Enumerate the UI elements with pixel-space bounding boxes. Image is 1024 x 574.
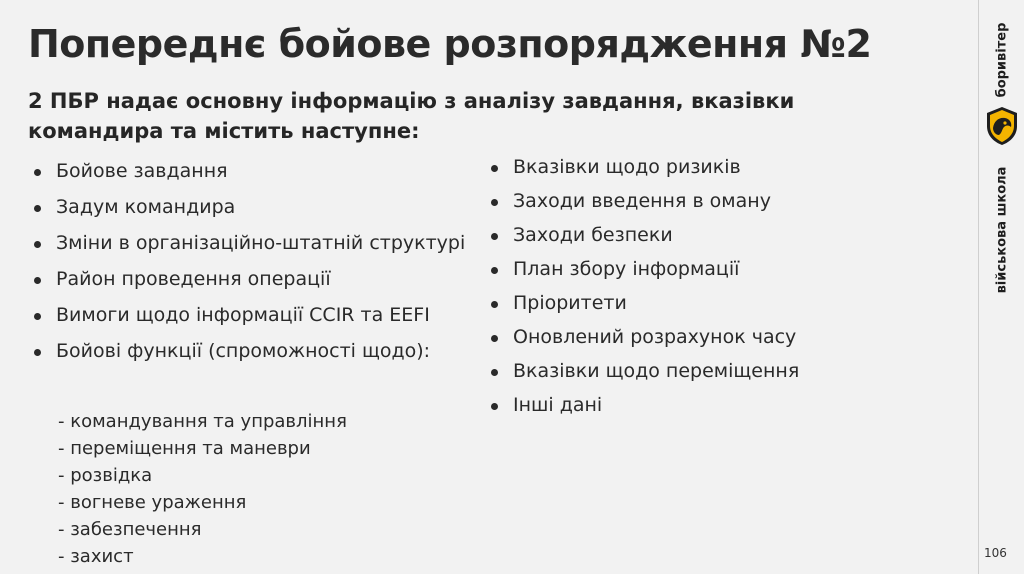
intro-text: 2 ПБР надає основну інформацію з аналізу завдання, вказівки командира та містить наступне: [28, 89, 795, 143]
slide-title: Попереднє бойове розпорядження №2 [28, 22, 872, 66]
list-item: Бойові функції (спроможності щодо): [30, 340, 470, 363]
list-item: Оновлений розрахунок часу [487, 326, 927, 349]
school-name: військова школа [994, 166, 1010, 294]
sub-list-item: - переміщення та маневри [58, 438, 311, 459]
sub-list-item: - вогневе ураження [58, 492, 247, 513]
list-item: Інші дані [487, 394, 927, 417]
list-item: Заходи введення в оману [487, 190, 927, 213]
list-item: Район проведення операції [30, 268, 470, 291]
list-item: Бойове завдання [30, 160, 470, 183]
list-item: Вказівки щодо ризиків [487, 156, 927, 179]
brand-sidebar [978, 0, 1024, 574]
sub-list-item: - командування та управління [58, 411, 347, 432]
sub-list-item: - захист [58, 546, 134, 567]
list-item: Пріоритети [487, 292, 927, 315]
list-item: Зміни в організаційно-штатній структурі [30, 232, 470, 255]
page-number: 106 [984, 546, 1007, 560]
left-bullet-list [30, 160, 470, 376]
falcon-shield-icon [984, 106, 1020, 146]
list-item: Заходи безпеки [487, 224, 927, 247]
list-item: Вимоги щодо інформації CCIR та EEFI [30, 304, 470, 327]
sub-list-item: - забезпечення [58, 519, 202, 540]
list-item: План збору інформації [487, 258, 927, 281]
list-item: Задум командира [30, 196, 470, 219]
right-bullet-list [487, 156, 927, 428]
combat-functions-sublist [58, 408, 347, 570]
brand-name: боривітер [994, 22, 1010, 98]
sub-list-item: - розвідка [58, 465, 153, 486]
list-item: Вказівки щодо переміщення [487, 360, 927, 383]
